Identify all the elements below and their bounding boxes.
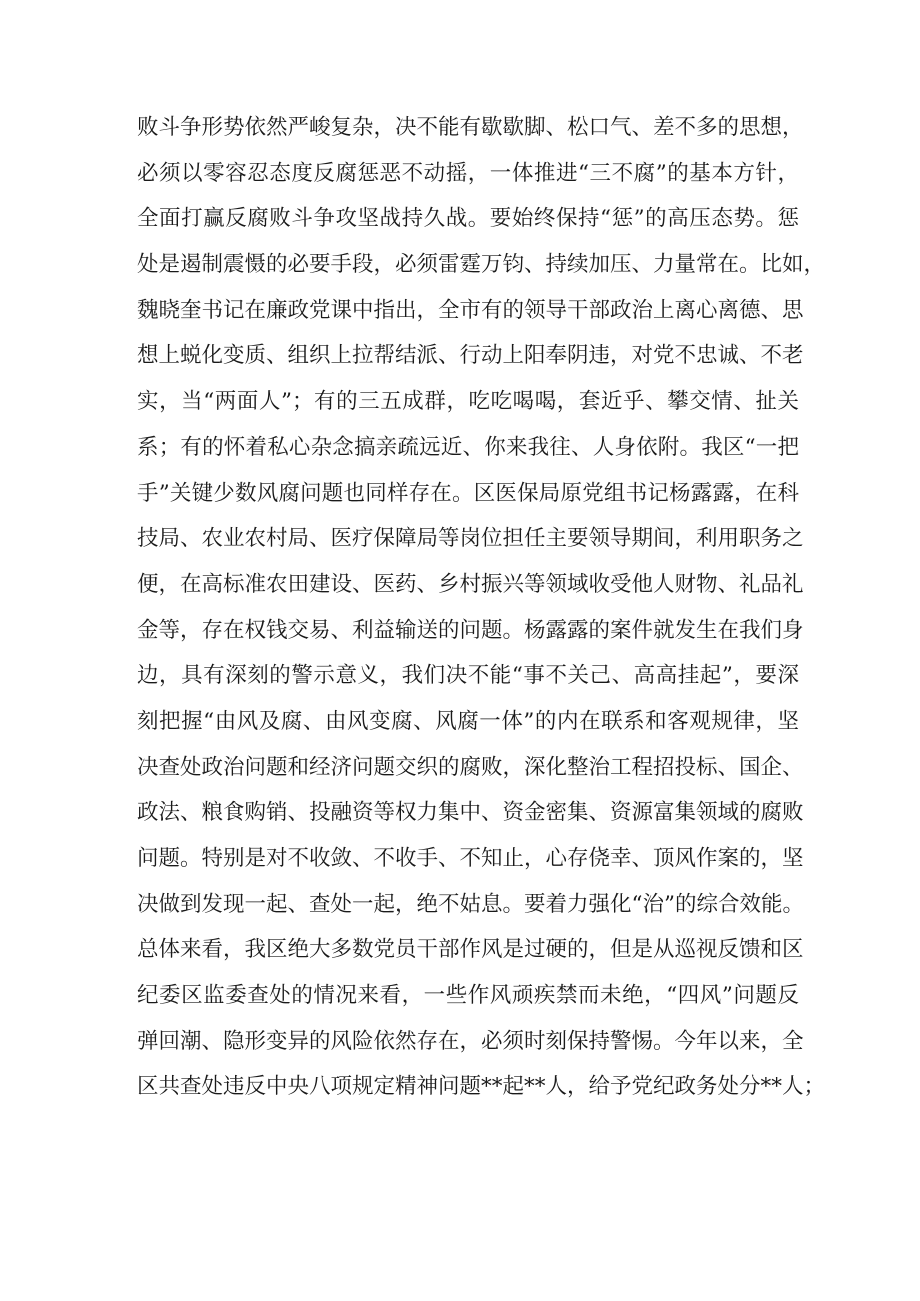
text-line: 必须以零容忍态度反腐惩恶不动摇，一体推进“三不腐”的基本方针，	[137, 160, 799, 186]
body-paragraph	[137, 105, 826, 1110]
text-line: 全面打赢反腐败斗争攻坚战持久战。要始终保持“惩”的高压态势。惩	[137, 206, 799, 232]
text-line: 便，在高标准农田建设、医药、乡村振兴等领域收受他人财物、礼品礼	[137, 571, 804, 597]
text-line: 弹回潮、隐形变异的风险依然存在，必须时刻保持警惕。今年以来，全	[137, 1028, 804, 1054]
text-line: 政法、粮食购销、投融资等权力集中、资金密集、资源富集领域的腐败	[137, 800, 804, 826]
text-line: 纪委区监委查处的情况来看，一些作风顽疾禁而未绝，“四风”问题反	[137, 983, 799, 1009]
text-line: 金等，存在权钱交易、利益输送的问题。杨露露的案件就发生在我们身	[137, 617, 804, 643]
text-line: 决查处政治问题和经济问题交织的腐败，深化整治工程招投标、国企、	[137, 754, 804, 780]
text-line: 败斗争形势依然严峻复杂，决不能有歇歇脚、松口气、差不多的思想，	[137, 115, 804, 140]
text-line: 刻把握“由风及腐、由风变腐、风腐一体”的内在联系和客观规律，坚	[137, 708, 799, 734]
text-line: 想上蜕化变质、组织上拉帮结派、行动上阳奉阴违，对党不忠诚、不老	[137, 343, 804, 369]
text-line: 总体来看，我区绝大多数党员干部作风是过硬的，但是从巡视反馈和区	[137, 937, 804, 963]
text-line: 魏晓奎书记在廉政党课中指出，全市有的领导干部政治上离心离德、思	[137, 297, 804, 323]
text-line: 手”关键少数风腐问题也同样存在。区医保局原党组书记杨露露，在科	[137, 480, 799, 506]
text-line: 边，具有深刻的警示意义，我们决不能“事不关己、高高挂起”，要深	[137, 663, 799, 689]
text-line: 处是遏制震慑的必要手段，必须雷霆万钧、持续加压、力量常在。比如，	[137, 252, 826, 278]
text-line: 技局、农业农村局、医疗保障局等岗位担任主要领导期间，利用职务之	[137, 526, 804, 552]
text-line: 区共查处违反中央八项规定精神问题**起**人，给予党纪政务处分**人；	[137, 1074, 826, 1100]
text-line: 问题。特别是对不收敛、不收手、不知止，心存侥幸、顶风作案的，坚	[137, 846, 804, 871]
text-line: 系；有的怀着私心杂念搞亲疏远近、你来我往、人身依附。我区“一把	[137, 434, 799, 460]
text-line: 决做到发现一起、查处一起，绝不姑息。要着力强化“治”的综合效能。	[137, 891, 804, 917]
text-line: 实，当“两面人”；有的三五成群，吃吃喝喝，套近乎、攀交情、扯关	[137, 389, 799, 415]
